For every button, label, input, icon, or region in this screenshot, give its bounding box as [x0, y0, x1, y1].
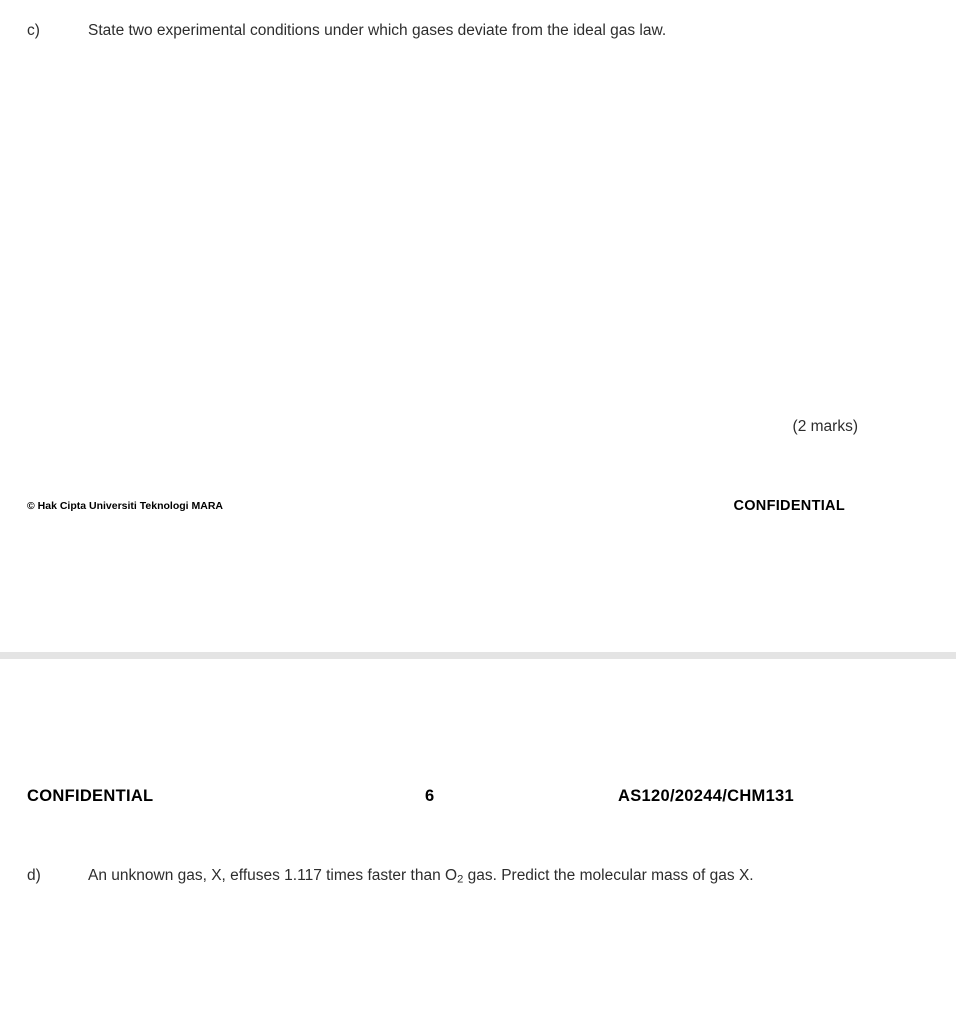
header-classification-label: CONFIDENTIAL: [27, 787, 154, 805]
footer-classification-label: CONFIDENTIAL: [733, 498, 845, 514]
page-separator-divider: [0, 652, 956, 659]
question-d-text-part-1: An unknown gas, X, effuses 1.117 times faster than O: [88, 867, 458, 884]
header-page-number: 6: [425, 787, 435, 805]
question-c: [27, 20, 858, 42]
question-d-label: d): [27, 867, 41, 884]
footer-copyright-notice: © Hak Cipta Universiti Teknologi MARA: [27, 500, 223, 512]
exam-page-6: [0, 659, 956, 1024]
question-c-text: State two experimental conditions under which gases deviate from the ideal gas law.: [88, 22, 667, 39]
oxygen-subscript: 2: [457, 873, 464, 886]
page-footer: [27, 500, 845, 518]
question-d-text: [88, 865, 858, 888]
question-d: [27, 865, 858, 888]
page-header: [27, 787, 845, 809]
marks-allocation-question-c: (2 marks): [792, 418, 858, 435]
answer-space-question-c: [27, 68, 858, 408]
question-d-text-part-2: gas. Predict the molecular mass of gas X.: [463, 867, 754, 884]
header-paper-code: AS120/20244/CHM131: [618, 787, 795, 805]
answer-space-question-d: [27, 927, 858, 1023]
question-c-label: c): [27, 22, 40, 39]
